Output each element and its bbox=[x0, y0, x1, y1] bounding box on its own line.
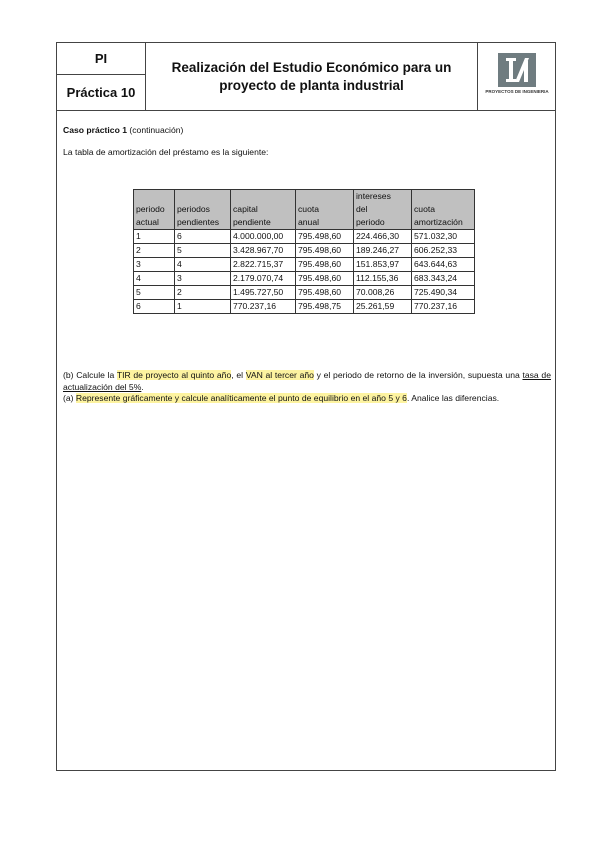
cell: 3.428.967,70 bbox=[231, 244, 296, 258]
col-header-periodos: periodos pendientes bbox=[175, 190, 231, 230]
case-continuation: (continuación) bbox=[129, 125, 184, 135]
cell: 795.498,60 bbox=[296, 258, 354, 272]
logo-caption: PROYECTOS DE INGENIERIA bbox=[485, 89, 549, 94]
cell: 5 bbox=[175, 244, 231, 258]
cell: 795.498,60 bbox=[296, 286, 354, 300]
col-header-cuota-amortizacion: cuota amortización bbox=[412, 190, 475, 230]
header-left-cell bbox=[57, 43, 146, 110]
cell: 725.490,34 bbox=[412, 286, 475, 300]
cell: 4.000.000,00 bbox=[231, 230, 296, 244]
underline-rate: tasa de actualización del 5% bbox=[63, 370, 551, 392]
logo bbox=[479, 43, 555, 110]
cell: 2.822.715,37 bbox=[231, 258, 296, 272]
page-content bbox=[63, 125, 551, 403]
highlight-tir: TIR de proyecto al quinto año bbox=[116, 370, 232, 380]
col-header-periodo: periodo actual bbox=[134, 190, 175, 230]
document-header bbox=[57, 43, 555, 111]
cell: 571.032,30 bbox=[412, 230, 475, 244]
case-title bbox=[63, 125, 551, 136]
cell: 643.644,63 bbox=[412, 258, 475, 272]
highlight-van: VAN al tercer año bbox=[245, 370, 314, 380]
case-title-text: Caso práctico 1 bbox=[63, 125, 127, 135]
cell: 606.252,33 bbox=[412, 244, 475, 258]
cell: 1 bbox=[175, 300, 231, 314]
table-header-row bbox=[134, 190, 475, 230]
logo-icon bbox=[498, 53, 536, 87]
table-row bbox=[134, 272, 475, 286]
cell: 5 bbox=[134, 286, 175, 300]
amortization-table bbox=[133, 189, 475, 314]
cell: 112.155,36 bbox=[354, 272, 412, 286]
practice-number: Práctica 10 bbox=[66, 85, 136, 100]
table-row bbox=[134, 286, 475, 300]
document-title: Realización del Estudio Económico para un proyecto de planta industrial bbox=[146, 43, 478, 110]
cell: 224.466,30 bbox=[354, 230, 412, 244]
cell: 795.498,75 bbox=[296, 300, 354, 314]
cell: 1.495.727,50 bbox=[231, 286, 296, 300]
highlight-equilibrium: Represente gráficamente y calcule analíticamente el punto de equilibrio en el año 5 y 6 bbox=[75, 393, 407, 403]
cell: 795.498,60 bbox=[296, 272, 354, 286]
cell: 25.261,59 bbox=[354, 300, 412, 314]
table-row bbox=[134, 230, 475, 244]
questions bbox=[63, 370, 551, 405]
cell: 4 bbox=[175, 258, 231, 272]
cell: 4 bbox=[134, 272, 175, 286]
cell: 151.853,97 bbox=[354, 258, 412, 272]
cell: 189.246,27 bbox=[354, 244, 412, 258]
cell: 2 bbox=[134, 244, 175, 258]
cell: 770.237,16 bbox=[231, 300, 296, 314]
cell: 795.498,60 bbox=[296, 230, 354, 244]
cell: 1 bbox=[134, 230, 175, 244]
table-row bbox=[134, 244, 475, 258]
cell: 770.237,16 bbox=[412, 300, 475, 314]
cell: 70.008,26 bbox=[354, 286, 412, 300]
cell: 795.498,60 bbox=[296, 244, 354, 258]
cell: 2 bbox=[175, 286, 231, 300]
cell: 6 bbox=[134, 300, 175, 314]
question-a: (a) Represente gráficamente y calcule analíticamente el punto de equilibrio en el año 5 y 6. Analice las diferencias. bbox=[63, 393, 500, 403]
page-frame bbox=[56, 42, 556, 771]
subject-code: PI bbox=[57, 43, 145, 75]
table-row bbox=[134, 300, 475, 314]
col-header-intereses: intereses del periodo bbox=[354, 190, 412, 230]
cell: 3 bbox=[134, 258, 175, 272]
question-b: (b) Calcule la TIR de proyecto al quinto año, el VAN al tercer año y el periodo de retorno de la inversión, supuesta una tasa de actualización del 5%. bbox=[63, 370, 551, 392]
col-header-capital: capital pendiente bbox=[231, 190, 296, 230]
cell: 683.343,24 bbox=[412, 272, 475, 286]
cell: 3 bbox=[175, 272, 231, 286]
col-header-cuota-anual: cuota anual bbox=[296, 190, 354, 230]
table-intro: La tabla de amortización del préstamo es la siguiente: bbox=[63, 147, 269, 157]
table-row bbox=[134, 258, 475, 272]
cell: 2.179.070,74 bbox=[231, 272, 296, 286]
cell: 6 bbox=[175, 230, 231, 244]
